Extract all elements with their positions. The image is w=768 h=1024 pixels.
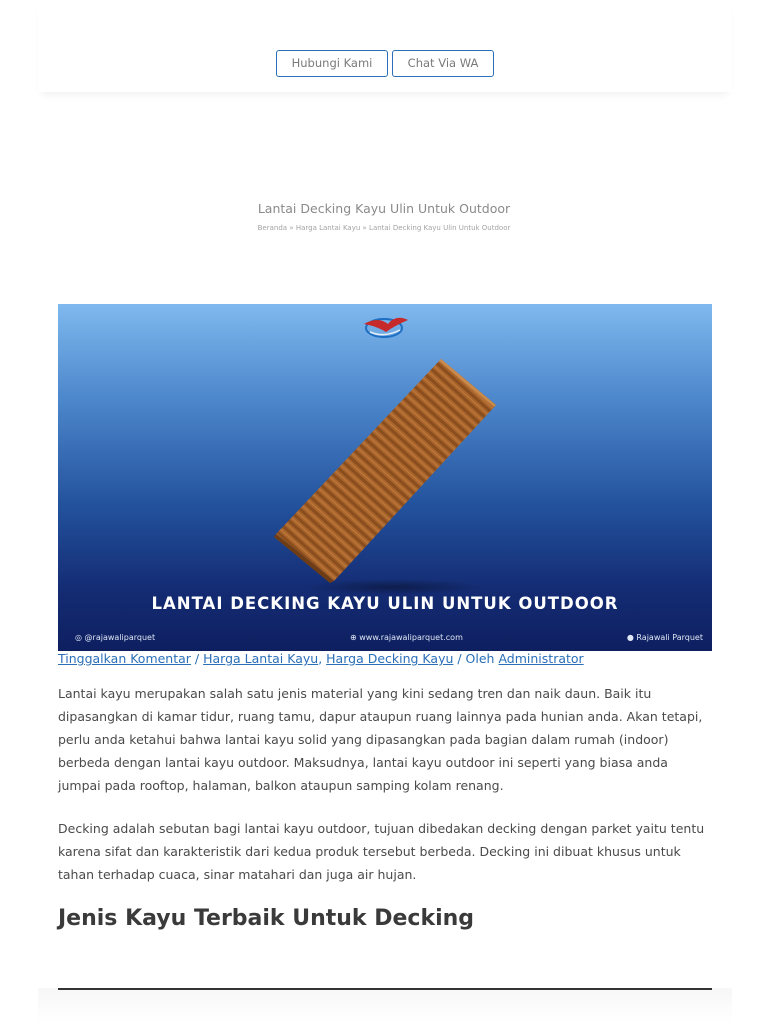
contact-us-button[interactable]: Hubungi Kami: [276, 50, 388, 77]
instagram-handle: @rajawaliparquet: [84, 633, 156, 642]
hero-instagram: [75, 633, 155, 642]
category-link-lantai[interactable]: Harga Lantai Kayu: [203, 651, 319, 666]
meta-by: / Oleh: [457, 651, 495, 666]
brand-logo-icon: [364, 318, 408, 337]
horizontal-divider: [58, 988, 712, 990]
breadcrumb-current: Lantai Decking Kayu Ulin Untuk Outdoor: [369, 224, 511, 232]
meta-separator: /: [194, 651, 200, 666]
hero-facebook: [627, 633, 703, 642]
leave-comment-link[interactable]: Tinggalkan Komentar: [58, 651, 191, 666]
hero-title: LANTAI DECKING KAYU ULIN UNTUK OUTDOOR: [151, 594, 619, 613]
meta-comma: ,: [318, 651, 323, 666]
featured-image: [58, 304, 712, 651]
article-paragraph-1: Lantai kayu merupakan salah satu jenis material yang kini sedang tren dan naik daun. Baik itu dipasangkan di kamar tidur, ruang tamu, dapur ataupun ruang lainnya pada hunian anda. Akan tetapi, perlu anda ketahui bahwa lantai kayu solid yang dipasangkan pada bagian dalam rumah (indoor) berbeda dengan lantai kayu outdoor. Maksudnya, lantai kayu outdoor ini seperti yang biasa anda jumpai pada rooftop, halaman, balkon ataupun samping kolam renang.: [58, 686, 703, 793]
footer-shadow: [38, 988, 732, 1024]
post-meta: [58, 651, 584, 666]
decking-plank-image: [274, 359, 496, 583]
breadcrumb-home[interactable]: Beranda: [257, 224, 288, 232]
instagram-icon: ◎: [75, 633, 82, 642]
category-link-decking[interactable]: Harga Decking Kayu: [326, 651, 454, 666]
chat-wa-button[interactable]: Chat Via WA: [392, 50, 494, 77]
website-url: www.rajawaliparquet.com: [359, 633, 463, 642]
hero-website: [350, 633, 463, 642]
breadcrumb-separator: »: [362, 224, 367, 232]
site-header: [38, 0, 732, 92]
breadcrumb-separator: »: [289, 224, 294, 232]
facebook-icon: ●: [626, 633, 634, 642]
facebook-name: Rajawali Parquet: [636, 633, 703, 642]
globe-icon: ⊕: [350, 633, 357, 642]
page-title: Lantai Decking Kayu Ulin Untuk Outdoor: [257, 201, 511, 216]
section-heading: Jenis Kayu Terbaik Untuk Decking: [58, 906, 475, 931]
breadcrumb: [0, 224, 768, 232]
author-link[interactable]: Administrator: [498, 651, 584, 666]
breadcrumb-category[interactable]: Harga Lantai Kayu: [295, 224, 361, 232]
article-paragraph-2: Decking adalah sebutan bagi lantai kayu outdoor, tujuan dibedakan decking dengan parket yaitu tentu karena sifat dan karakteristik dari kedua produk tersebut berbeda. Decking ini dibuat khusus untuk tahan terhadap cuaca, sinar matahari dan juga air hujan.: [58, 821, 705, 882]
